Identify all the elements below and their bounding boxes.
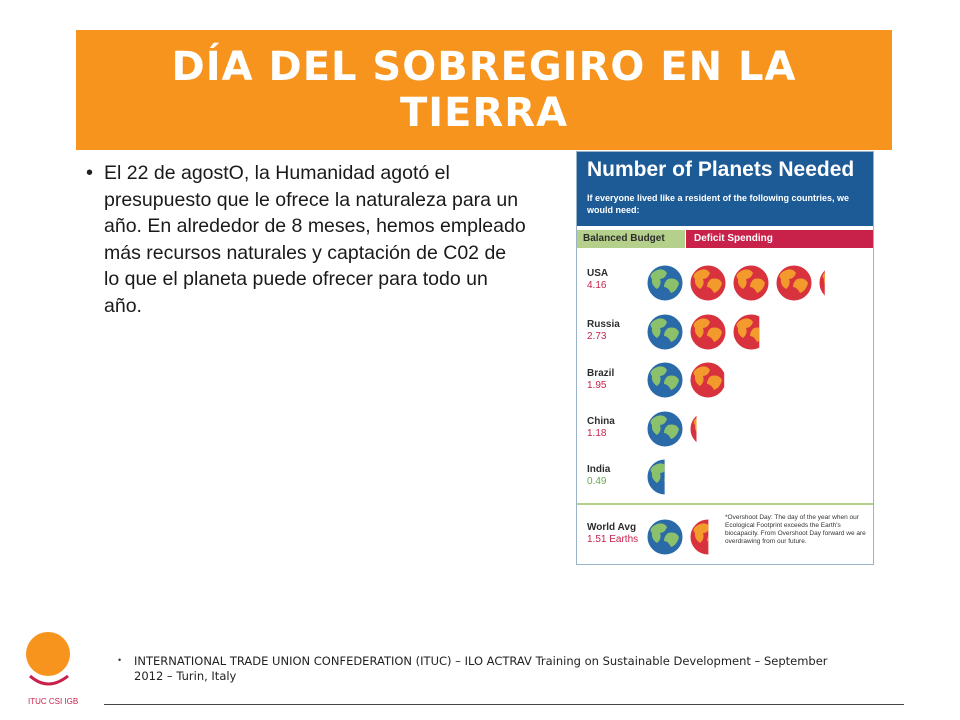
planet-icon <box>733 265 769 301</box>
country-name: India <box>587 464 611 475</box>
balanced-budget-tab: Balanced Budget <box>577 230 685 248</box>
bullet-point <box>86 160 526 319</box>
title-bar <box>76 30 892 150</box>
planet-icon <box>690 411 726 447</box>
planet-icon <box>819 265 855 301</box>
planet-icon <box>647 411 683 447</box>
country-name: Brazil <box>587 368 615 379</box>
planet-icon <box>690 265 726 301</box>
slide-title: DÍA DEL SOBREGIRO EN LA TIERRA <box>171 44 797 136</box>
country-value: 2.73 <box>587 331 607 342</box>
row-label-china <box>587 416 615 440</box>
row-label-usa <box>587 268 608 292</box>
planet-icon <box>647 265 683 301</box>
country-value: 0.49 <box>587 476 607 487</box>
planet-icon <box>647 459 683 495</box>
planets-infographic <box>576 151 874 565</box>
planets-chart <box>577 152 873 564</box>
planet-icon <box>647 362 683 398</box>
deficit-spending-tab: Deficit Spending <box>686 230 873 248</box>
country-name: China <box>587 416 615 427</box>
planet-icon <box>690 519 726 555</box>
infographic-title: Number of Planets Needed <box>587 158 855 181</box>
planet-icon <box>776 265 812 301</box>
country-value: 1.18 <box>587 428 607 439</box>
bullet-text: El 22 de agostO, la Humanidad agotó el presupuesto que le ofrece la naturaleza para un año. En alrededor de 8 meses, hemos empleado más recursos naturales y captación de C02 de lo que el planeta puede ofrecer para todo un año. <box>104 162 526 317</box>
row-label-india <box>587 464 610 488</box>
infographic-subtitle: If everyone lived like a resident of the following countries, we would need: <box>587 193 850 215</box>
row-label-world <box>587 522 638 546</box>
country-name: Russia <box>587 319 620 330</box>
planet-icon <box>690 362 726 398</box>
country-value: 1.95 <box>587 380 607 391</box>
country-name: World Avg <box>587 522 637 533</box>
footer-text: INTERNATIONAL TRADE UNION CONFEDERATION (ITUC) – ILO ACTRAV Training on Sustainable Development – September 2012 – Turin, Italy <box>134 654 828 683</box>
country-value: 4.16 <box>587 280 607 291</box>
bullet-marker: • <box>86 162 94 184</box>
country-value: 1.51 Earths <box>587 534 639 545</box>
ituc-logo <box>24 630 92 710</box>
planet-icon <box>647 314 683 350</box>
footer-bullet-marker: • <box>118 655 122 665</box>
overshoot-note: *Overshoot Day: The day of the year when our Ecological Footprint exceeds the Earth's biocapacity. From Overshoot Day forward we are overdrawing from our future. <box>725 514 866 545</box>
country-name: USA <box>587 268 609 279</box>
logo-text: ITUC CSI IGB <box>28 697 79 706</box>
planet-icon <box>690 314 726 350</box>
planet-icon <box>647 519 683 555</box>
footer-divider <box>104 704 904 705</box>
planet-icon <box>733 314 769 350</box>
row-label-brazil <box>587 368 614 392</box>
row-label-russia <box>587 319 620 343</box>
